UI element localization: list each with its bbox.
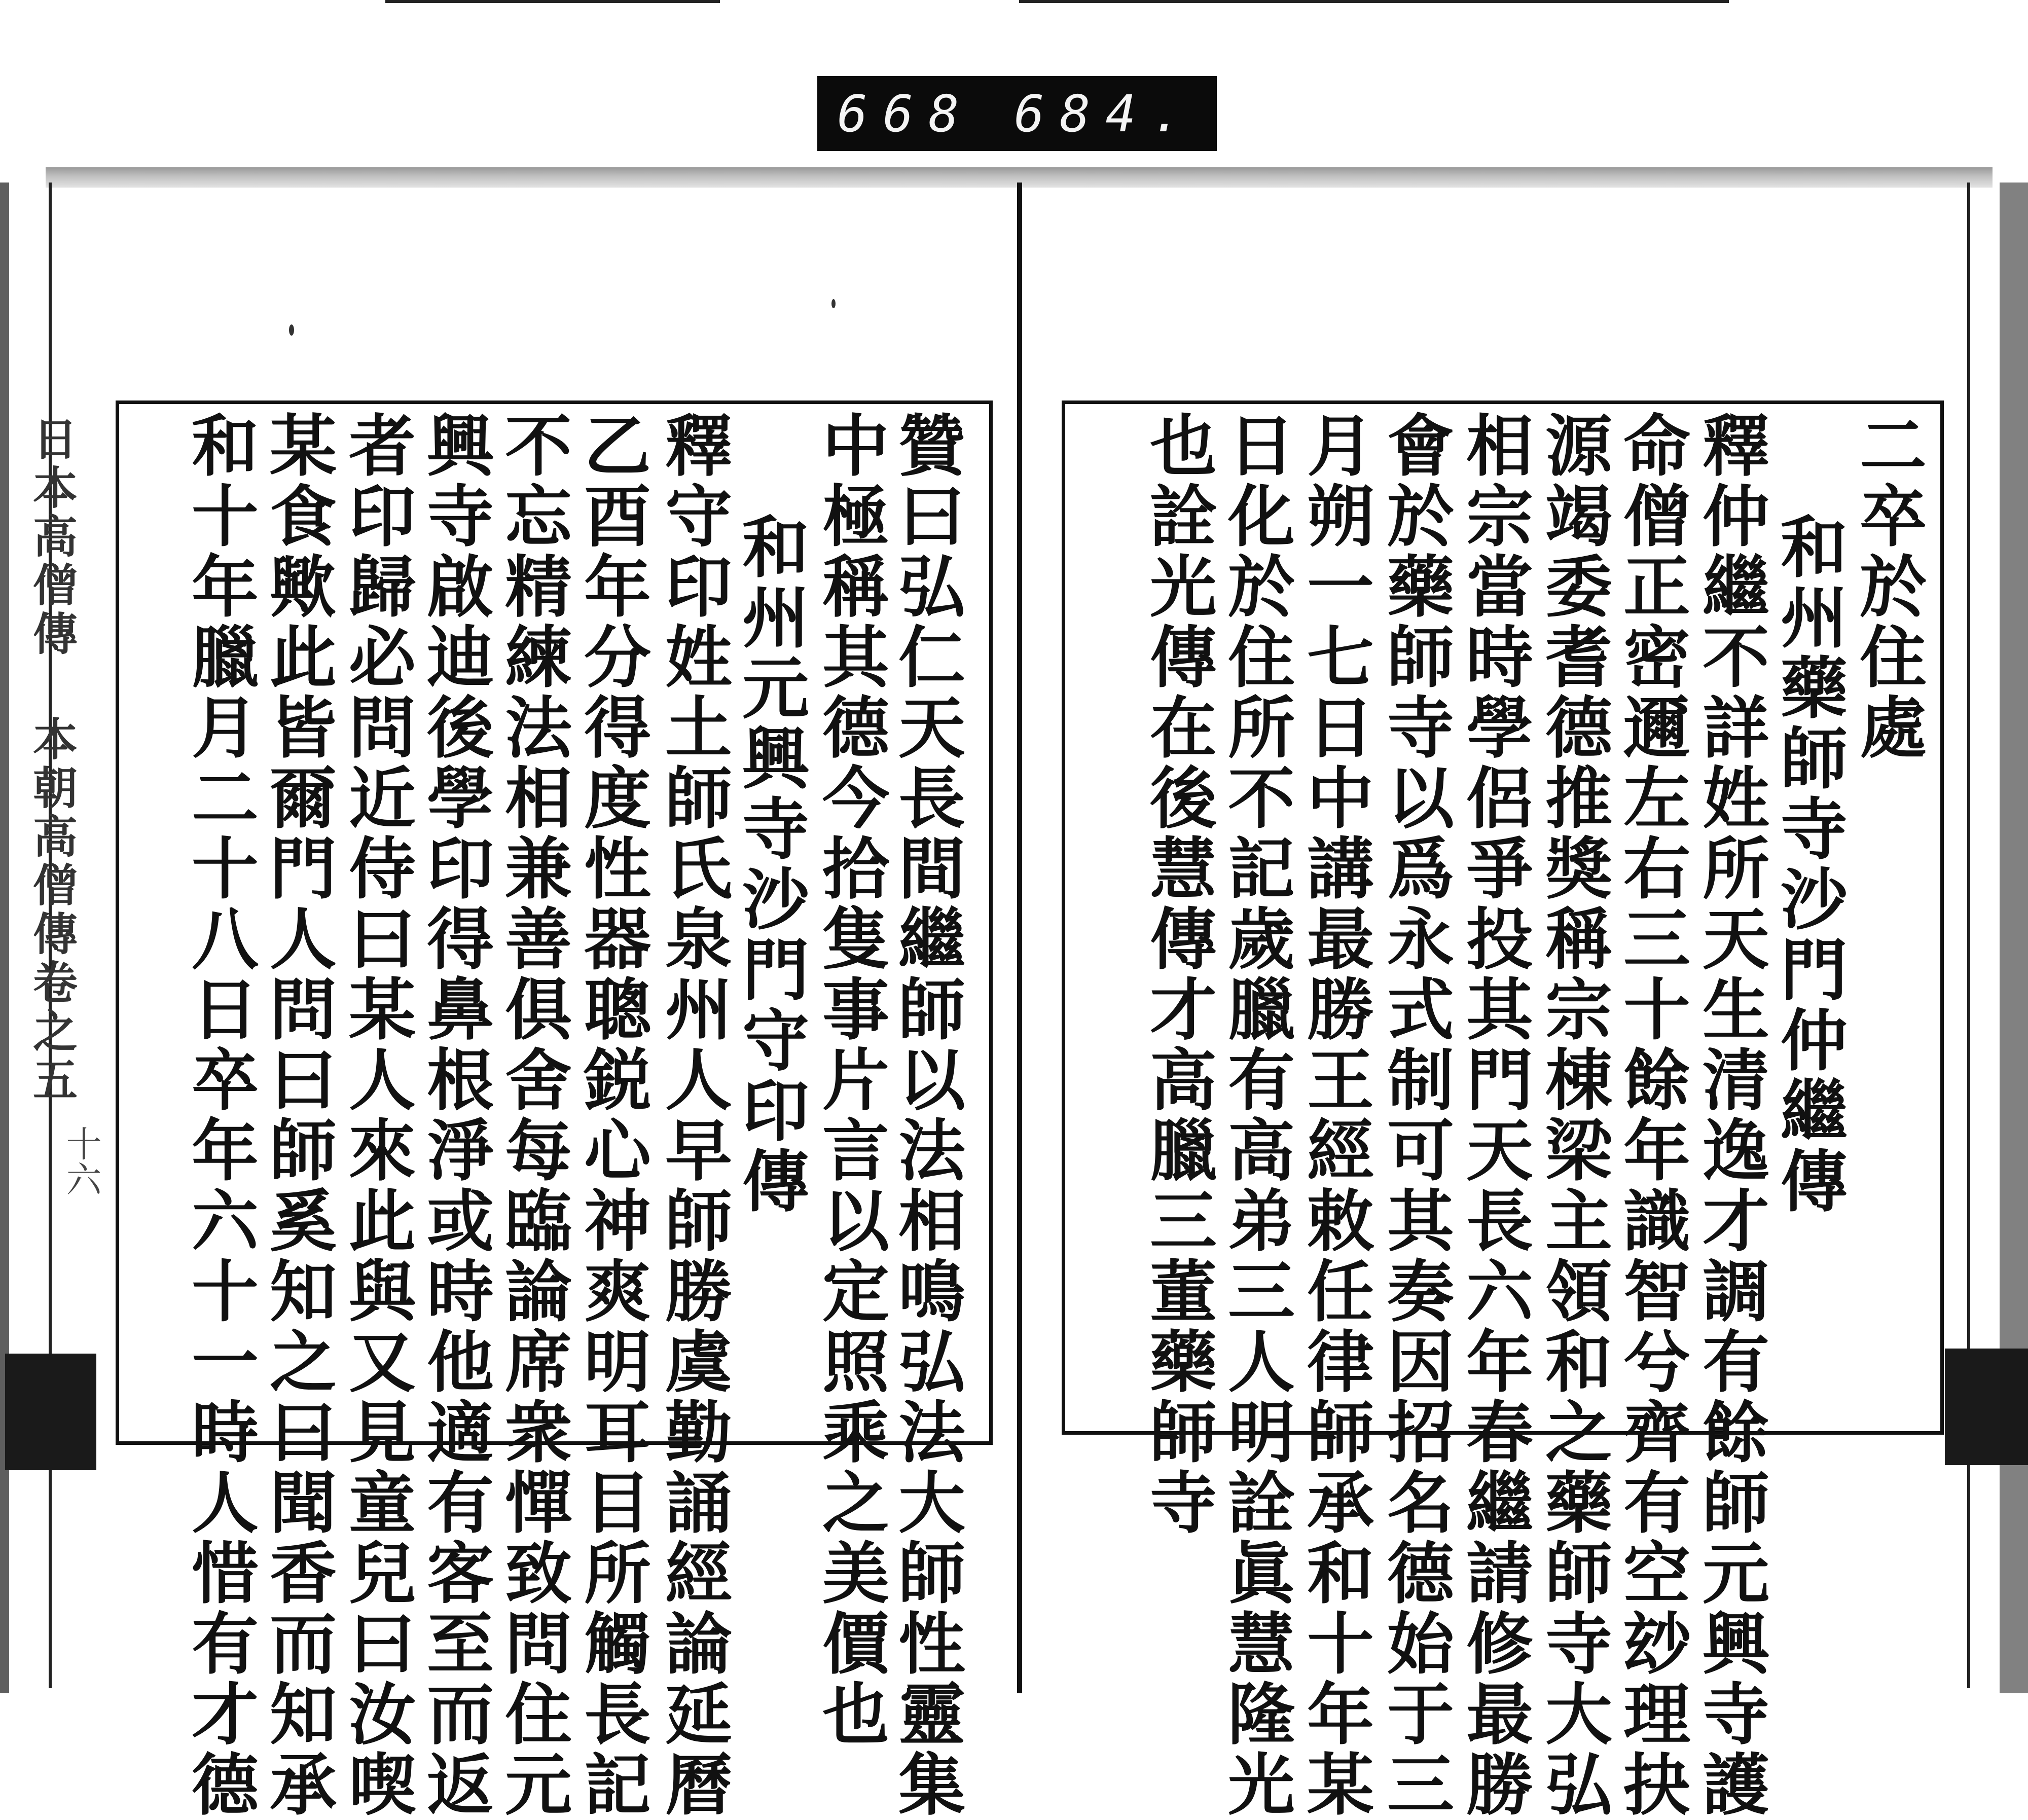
left-column-6: 不忘精練法相兼善俱舍每臨論席衆憚致問住元 — [493, 411, 572, 1820]
frame-number-right: 684. — [1014, 84, 1197, 143]
right-column-5: 源竭委耆德推獎稱宗棟梁主領和之藥師寺大弘 — [1534, 411, 1612, 1820]
top-rule-left — [385, 0, 720, 3]
right-column-3: 釋仲繼不詳姓所天生清逸才調有餘師元興寺護 — [1691, 411, 1769, 1820]
right-column-7: 會於藥師寺以爲永式制可其奏因招名德始于三 — [1375, 411, 1454, 1820]
book-gutter — [1017, 183, 1022, 1693]
right-column-1: 二卒於住處 — [1848, 411, 1927, 763]
left-column-1: 贊曰弘仁天長間繼師以法相鳴弘法大師性靈集 — [887, 411, 965, 1820]
right-column-10: 也詮光傳在後慧傳才高臘三董藥師寺 — [1138, 411, 1217, 1538]
page-folio: 十六 — [60, 1125, 102, 1196]
right-column-4: 命僧正密邇左右三十餘年識智兮齊有空玅理抉 — [1612, 411, 1690, 1820]
left-column-8: 者印歸必問近侍曰某人來此與又見童兒曰汝喫 — [337, 411, 416, 1820]
left-column-5: 乙酉年分得度性器聰鋭心神爽明耳目所觸長記 — [572, 411, 651, 1820]
right-column-9: 日化於住所不記歲臘有高弟三人明詮眞慧隆光 — [1216, 411, 1295, 1820]
left-column-2: 中極稱其德今拾隻事片言以定照乘之美價也 — [811, 411, 889, 1750]
left-column-7: 興寺啟迪後學印得鼻根淨或時他適有客至而返 — [415, 411, 494, 1820]
right-column-2-heading: 和州藥師寺沙門仲繼傳 — [1769, 512, 1848, 1217]
right-margin-shadow — [2000, 183, 2028, 1693]
right-column-6: 相宗當時學侶爭投其門天長六年春繼請修最勝 — [1455, 411, 1533, 1820]
left-column-10: 和十年臘月二十八日卒年六十一時人惜有才德 — [180, 411, 259, 1820]
left-column-3-heading: 和州元興寺沙門守印傳 — [731, 512, 809, 1217]
running-header: 日本高僧傳 本朝高僧傳卷之五 — [26, 416, 79, 1105]
left-margin-block — [5, 1354, 96, 1470]
frame-number-label — [817, 76, 1217, 151]
ink-speck — [831, 299, 836, 308]
right-column-8: 月朔一七日中講最勝王經敕任律師承和十年某 — [1295, 411, 1374, 1820]
frame-number-left: 668 — [837, 84, 974, 143]
left-column-4: 釋守印姓土師氏泉州人早師勝虞勤誦經論延曆 — [654, 411, 732, 1820]
left-column-9: 某食歟此皆爾門人問曰師奚知之曰聞香而知承 — [258, 411, 337, 1820]
ink-speck — [289, 324, 294, 336]
top-rule-right — [1019, 0, 1729, 3]
